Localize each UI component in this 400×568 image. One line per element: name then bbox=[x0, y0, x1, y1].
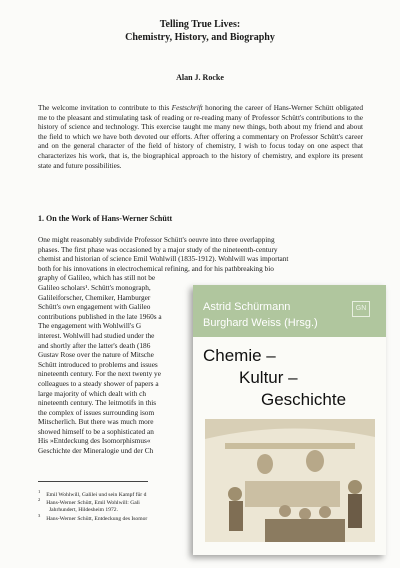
body-text-line: Schütt's own engagement with Galileo bbox=[38, 302, 151, 312]
body-text-line: Galileiforscher, Chemiker, Hamburger bbox=[38, 292, 151, 302]
publisher-logo-icon: GN bbox=[352, 301, 370, 317]
body-text-line: Geschichte der Mineralogie und der Ch bbox=[38, 446, 154, 456]
body-text-line: nineteenth century. For the next twenty ye bbox=[38, 369, 161, 379]
footnote-text: Hans-Werner Schütt, Entdeckung des Isomor bbox=[46, 515, 148, 522]
body-text-line: the complex of issues surrounding isom bbox=[38, 407, 155, 417]
cover-illustration bbox=[205, 419, 375, 542]
body-text-line: colleagues to a steady shower of papers a bbox=[38, 378, 159, 388]
cover-title bbox=[203, 345, 378, 411]
body-text-line: phases. The first phase was occasioned by a major study of the nineteenth-century bbox=[38, 244, 278, 254]
body-text-line: contributions published in the late 1960s a bbox=[38, 311, 162, 321]
body-text-line: Gustav Rose over the nature of Mitsche bbox=[38, 350, 154, 360]
body-text-line: nineteenth century. The leitmotifs in this bbox=[38, 398, 157, 408]
footnote-3 bbox=[38, 512, 147, 523]
footnote-number: 2 bbox=[38, 497, 41, 502]
footnote-number: 1 bbox=[38, 489, 41, 494]
author-name: Alan J. Rocke bbox=[176, 73, 224, 82]
footnote-number: 3 bbox=[38, 513, 41, 518]
cover-panel bbox=[193, 337, 386, 555]
body-text-line: His »Entdeckung des Isomorphismus« bbox=[38, 436, 151, 446]
intro-italic-term: Festschrift bbox=[171, 103, 203, 112]
body-text-line: Mitscherlich. But there was much more bbox=[38, 417, 154, 427]
intro-text-start: The welcome invitation to contribute to this bbox=[38, 103, 172, 112]
book-cover bbox=[193, 285, 386, 555]
cover-title-line-2: Kultur – bbox=[239, 368, 298, 387]
cover-editor-2: Burghard Weiss (Hrsg.) bbox=[203, 317, 318, 329]
cover-editors bbox=[203, 299, 318, 331]
body-text-line: both for his innovations in electrochemical refining, and for his pathbreaking bio bbox=[38, 263, 274, 273]
body-text-line: chemist and historian of science Emil Wohlwill (1835-1912). Wohlwill was important bbox=[38, 254, 289, 264]
body-text-line: The engagement with Wohlwill's G bbox=[38, 321, 142, 331]
body-text-line: and shortly after the latter's death (186 bbox=[38, 340, 151, 350]
footnote-text-continued: Jahrhundert, Hildesheim 1972. bbox=[49, 506, 118, 513]
cover-title-line-3: Geschichte bbox=[261, 390, 347, 409]
section-heading: 1. On the Work of Hans-Werner Schütt bbox=[38, 214, 173, 223]
body-text-line: showed himself to be a sophisticated an bbox=[38, 426, 154, 436]
intro-text-end: honoring the career of Hans-Werner Schütt obligated me to the pleasant and stimulating task of reading or re-reading many of Professor Schütt's contributions to the history of science and technology. This exercise taught me many new things, both about my friend and about the field to which we have both devoted our efforts. After offering a commentary on Professor Schütt's career and on the general character of the field of history of chemistry, I wish to focus today on one aspect that characterizes his work, that is, the biographical approach to the history of chemistry, and explore its present state and future possibilities. bbox=[38, 103, 363, 170]
lecture-scene-illustration bbox=[205, 419, 375, 542]
title-line-1: Telling True Lives: bbox=[159, 19, 241, 30]
footnote-rule bbox=[38, 481, 148, 482]
body-text-line: large majority of which dealt with ch bbox=[38, 388, 147, 398]
body-text-line: Galileo scholars¹. Schütt's monograph, bbox=[38, 282, 151, 292]
title-line-2: Chemistry, History, and Biography bbox=[125, 32, 275, 43]
body-text-line: Schütt introduced to problems and issues bbox=[38, 359, 158, 369]
cover-title-line-1: Chemie – bbox=[203, 346, 276, 365]
body-text-line: graphy of Galileo, which has still not be bbox=[38, 273, 156, 283]
body-text-line: One might reasonably subdivide Professor Schütt's oeuvre into three overlapping bbox=[38, 235, 275, 244]
footnote-text: Hans-Werner Schütt, Emil Wohlwill: Gali bbox=[46, 499, 140, 506]
cover-editor-1: Astrid Schürmann bbox=[203, 301, 291, 313]
body-text-line: interest. Wohlwill had studied under the bbox=[38, 330, 155, 340]
intro-paragraph bbox=[38, 103, 363, 170]
footnote-text: Emil Wohlwill, Galilei und sein Kampf für d bbox=[46, 491, 147, 498]
page-title bbox=[0, 18, 400, 44]
